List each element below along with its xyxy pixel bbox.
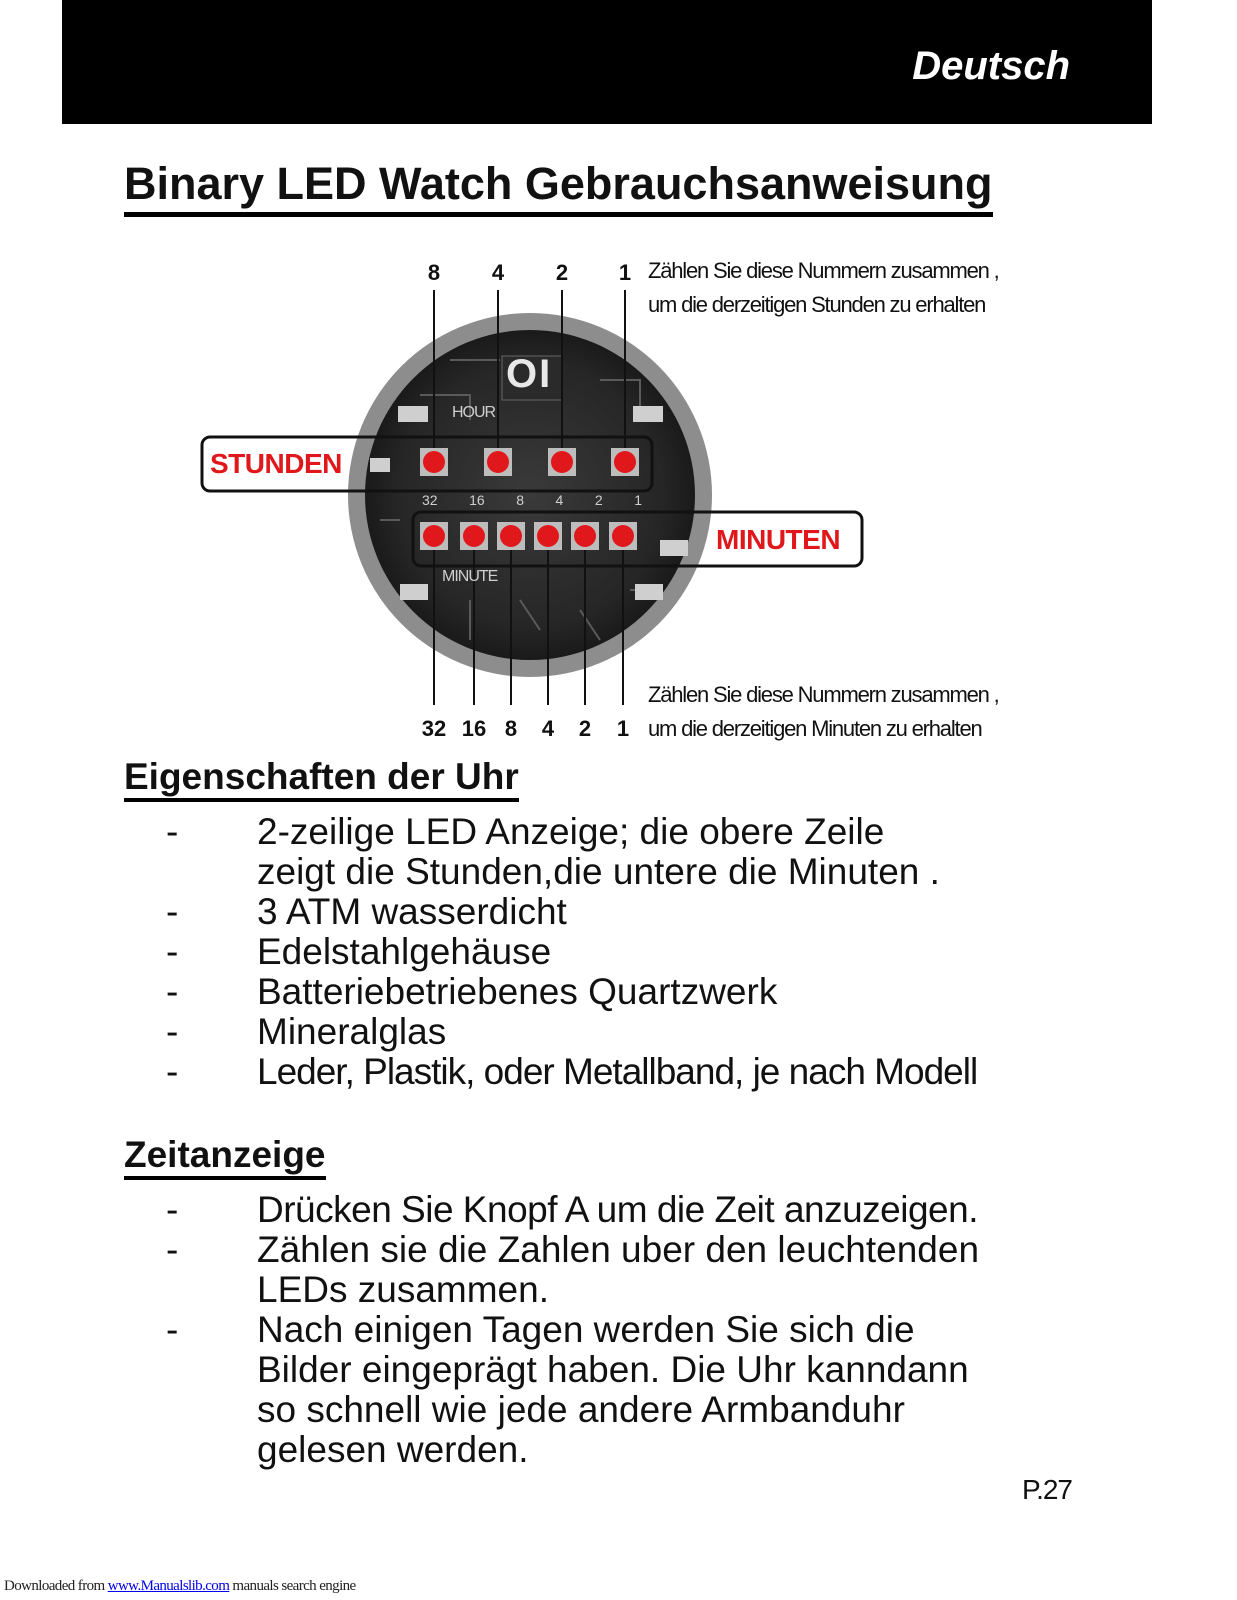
minute-caption-line: um die derzeitigen Minuten zu erhalten: [648, 716, 982, 741]
list-item: - Nach einigen Tagen werden Sie sich die Bilder eingeprägt haben. Die Uhr kanndann so schnell wie jede andere Armbanduhr gelesen werden.: [166, 1309, 969, 1470]
minute-caption-line: Zählen Sie diese Nummern zusammen ,: [648, 682, 999, 707]
hour-bit-label: 1: [618, 260, 632, 285]
hour-caption: [648, 254, 999, 322]
features-list: [160, 812, 1060, 1092]
footer: [4, 1578, 356, 1595]
language-label: Deutsch: [912, 44, 1070, 88]
list-item: - 3 ATM wasserdicht: [166, 891, 567, 932]
document-title: Binary LED Watch Gebrauchsanweisung: [124, 158, 993, 217]
pcb-number: 4: [555, 492, 564, 508]
pcb-number: 2: [594, 492, 603, 508]
time-display-list: [160, 1190, 1060, 1470]
hour-caption-line: um die derzeitigen Stunden zu erhalten: [648, 292, 986, 317]
minute-bit-label: 4: [541, 716, 555, 741]
list-item: - 2-zeilige LED Anzeige; die obere Zeile zeigt die Stunden,die untere die Minuten .: [166, 811, 940, 892]
list-item: - Leder, Plastik, oder Metallband, je nach Modell: [166, 1051, 978, 1092]
hours-callout-label: STUNDEN: [210, 448, 342, 479]
minute-bit-label: 1: [616, 716, 630, 741]
pcb-number: 16: [469, 492, 485, 508]
pcb-number: 1: [634, 492, 642, 508]
hour-bit-label: 4: [491, 260, 505, 285]
features-heading: Eigenschaften der Uhr: [124, 756, 519, 802]
minute-bit-label: 32: [421, 716, 447, 741]
watch-diagram: [0, 0, 1237, 760]
minute-bit-label: 8: [504, 716, 518, 741]
list-item: - Edelstahlgehäuse: [166, 931, 552, 972]
watch-minute-text: MINUTE: [442, 568, 498, 585]
page-number: P.27: [1022, 1474, 1072, 1505]
pcb-number: 8: [516, 492, 525, 508]
hour-bit-label: 8: [427, 260, 441, 285]
footer-suffix: manuals search engine: [229, 1578, 356, 1594]
list-item: - Drücken Sie Knopf A um die Zeit anzuzeigen.: [166, 1189, 978, 1230]
hour-bit-label: 2: [555, 260, 569, 285]
minutes-callout-label: MINUTEN: [716, 524, 841, 555]
manualslib-link[interactable]: www.Manualslib.com: [107, 1578, 230, 1594]
minute-caption: [648, 678, 999, 746]
hour-caption-line: Zählen Sie diese Nummern zusammen ,: [648, 258, 999, 283]
watch-pcb-numbers: [422, 492, 642, 508]
list-item: - Zählen sie die Zahlen uber den leuchtenden LEDs zusammen.: [166, 1229, 980, 1310]
time-display-heading: Zeitanzeige: [124, 1134, 326, 1180]
list-item: - Batteriebetriebenes Quartzwerk: [166, 971, 778, 1012]
watch-hour-text: HOUR: [452, 404, 496, 421]
pcb-number: 32: [422, 492, 438, 508]
minute-bit-label: 2: [578, 716, 592, 741]
minute-bit-label: 16: [461, 716, 487, 741]
watch-illustration: [0, 0, 1237, 760]
footer-prefix: Downloaded from: [4, 1578, 108, 1594]
list-item: - Mineralglas: [166, 1011, 447, 1052]
watch-logo: OI: [506, 352, 553, 396]
